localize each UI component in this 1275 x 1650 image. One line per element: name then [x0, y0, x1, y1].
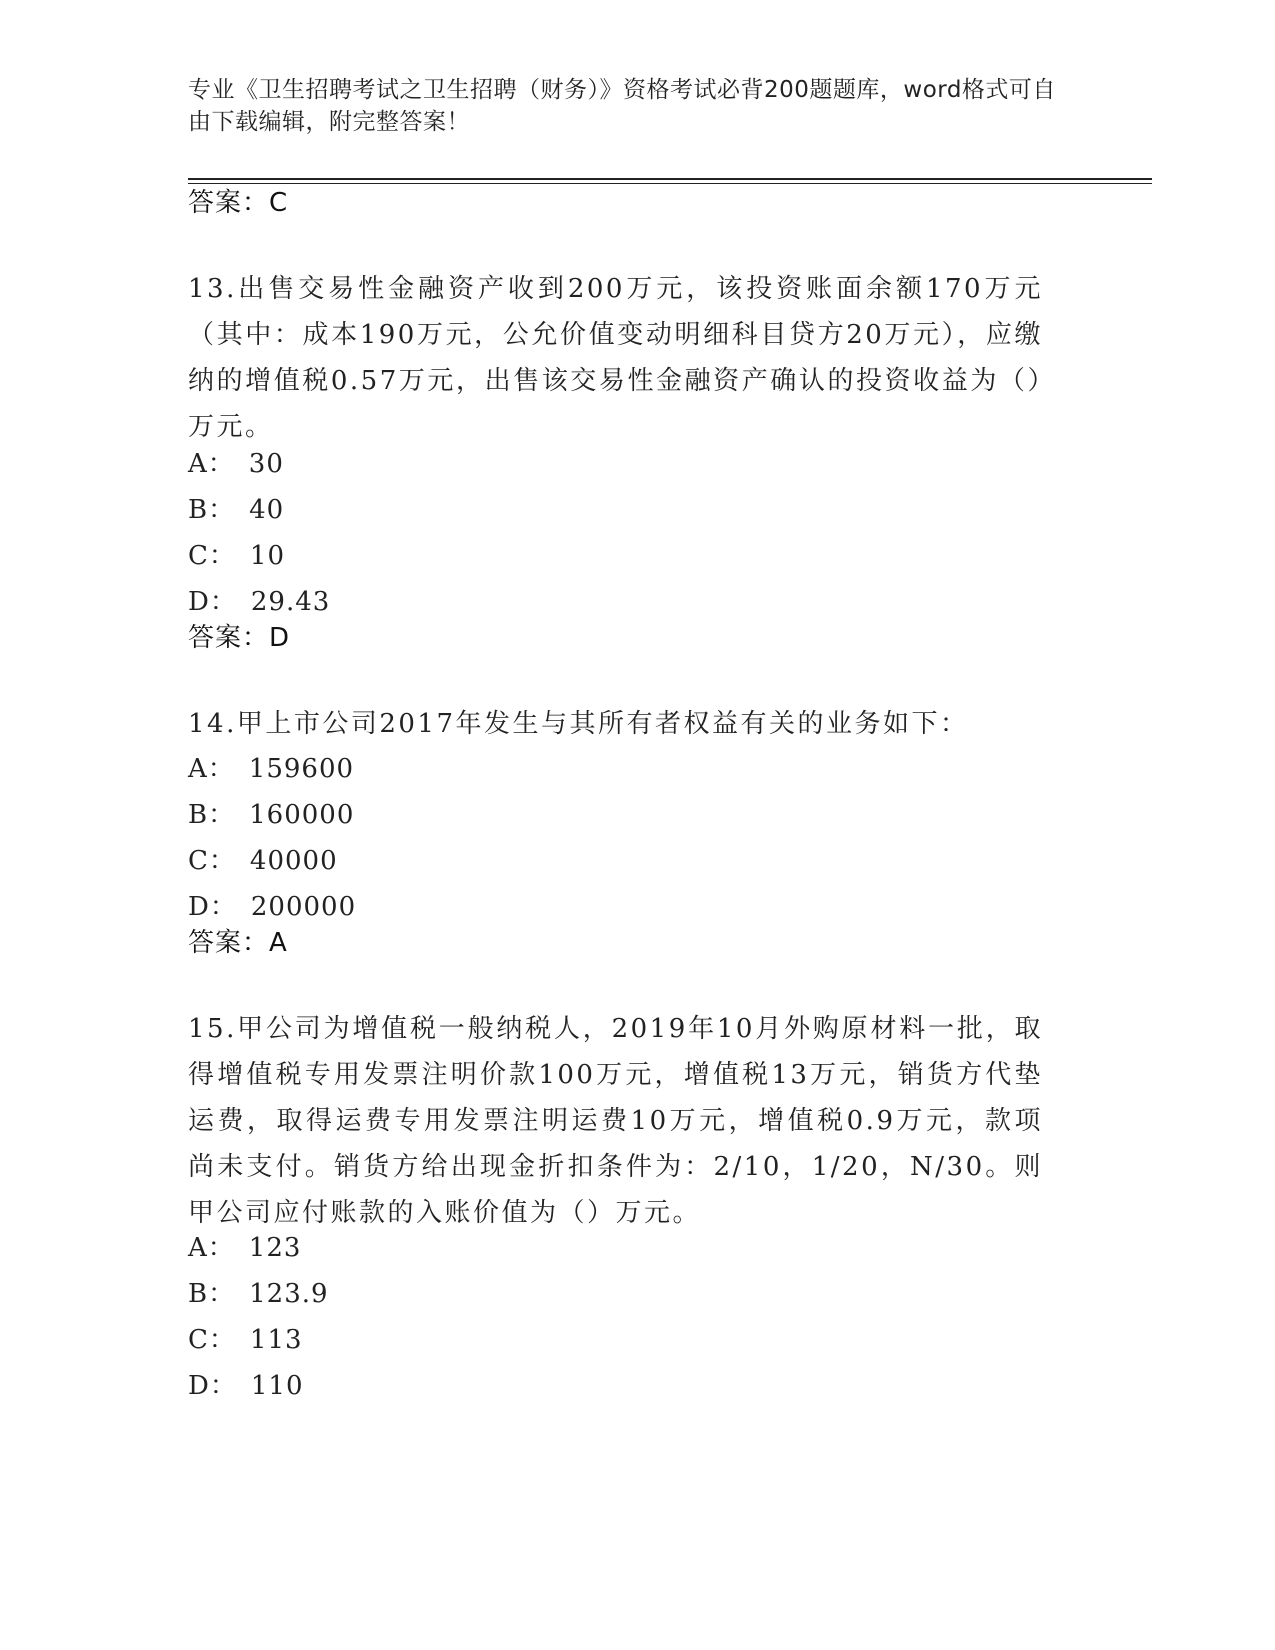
option-separator: ：: [208, 846, 236, 876]
option-separator: ：: [209, 587, 237, 617]
option-separator: ：: [207, 1233, 235, 1263]
option-text: 160000: [249, 800, 355, 830]
question-stem: 13.出售交易性金融资产收到200万元，该投资账面余额170万元（其中：成本190万元，公允价值变动明细科目贷方20万元），应缴纳的增值税0.57万元，出售该交易性金融资产确认的投资收益为（）万元。: [188, 274, 1043, 442]
option-letter: A: [188, 754, 208, 784]
option-text: 113: [249, 1325, 303, 1355]
option-a: [188, 1225, 1088, 1271]
option-separator: ：: [209, 892, 237, 922]
question-14-options: [188, 746, 1088, 930]
question-14: [188, 701, 1088, 747]
option-separator: ：: [208, 800, 236, 830]
header-rule-thick: [188, 178, 1152, 180]
question-15-options: [188, 1225, 1088, 1409]
option-list: [188, 441, 1088, 625]
option-letter: C: [188, 541, 209, 571]
answer-14: 答案：A: [188, 928, 288, 958]
option-text: 10: [249, 541, 286, 571]
option-letter: A: [188, 1233, 208, 1263]
option-separator: ：: [208, 541, 236, 571]
option-text: 110: [250, 1371, 304, 1401]
page-header: 专业《卫生招聘考试之卫生招聘（财务）》资格考试必背200题题库，word格式可自由下载编辑，附完整答案！: [188, 77, 1056, 135]
option-text: 123: [248, 1233, 302, 1263]
header-rule-thin: [188, 183, 1152, 184]
question-13-options: [188, 441, 1088, 625]
option-text: 123.9: [249, 1279, 329, 1309]
option-letter: B: [188, 1279, 209, 1309]
previous-answer: 答案：C: [188, 188, 289, 218]
option-letter: B: [188, 495, 209, 525]
option-d: [188, 884, 1088, 930]
option-c: [188, 838, 1088, 884]
option-letter: D: [188, 587, 210, 617]
option-letter: D: [188, 892, 210, 922]
option-text: 40: [249, 495, 285, 525]
option-d: [188, 579, 1088, 625]
answer-13: 答案：D: [188, 623, 291, 653]
option-letter: A: [188, 449, 208, 479]
option-separator: ：: [209, 1371, 237, 1401]
option-separator: ：: [208, 495, 236, 525]
option-b: [188, 792, 1088, 838]
option-b: [188, 1271, 1088, 1317]
option-letter: C: [188, 846, 209, 876]
question-stem: 14.甲上市公司2017年发生与其所有者权益有关的业务如下：: [188, 709, 969, 739]
option-text: 40000: [249, 846, 338, 876]
question-15: [188, 1006, 1088, 1236]
option-c: [188, 1317, 1088, 1363]
option-text: 159600: [248, 754, 355, 784]
option-list: [188, 1225, 1088, 1409]
option-c: [188, 533, 1088, 579]
option-separator: ：: [207, 449, 235, 479]
option-list: [188, 746, 1088, 930]
option-text: 30: [248, 449, 284, 479]
option-letter: B: [188, 800, 209, 830]
question-stem: 15.甲公司为增值税一般纳税人，2019年10月外购原材料一批，取得增值税专用发票注明价款100万元，增值税13万元，销货方代垫运费，取得运费专用发票注明运费10万元，增值税0.9万元，款项尚未支付。销货方给出现金折扣条件为：2/10，1/20，N/30。则甲公司应付账款的入账价值为（）万元。: [188, 1014, 1043, 1228]
question-13: [188, 266, 1088, 450]
option-separator: ：: [207, 754, 235, 784]
option-b: [188, 487, 1088, 533]
option-letter: C: [188, 1325, 209, 1355]
option-letter: D: [188, 1371, 210, 1401]
option-separator: ：: [208, 1325, 236, 1355]
option-text: 200000: [250, 892, 357, 922]
option-a: [188, 746, 1088, 792]
option-a: [188, 441, 1088, 487]
option-text: 29.43: [250, 587, 331, 617]
option-separator: ：: [208, 1279, 236, 1309]
option-d: [188, 1363, 1088, 1409]
